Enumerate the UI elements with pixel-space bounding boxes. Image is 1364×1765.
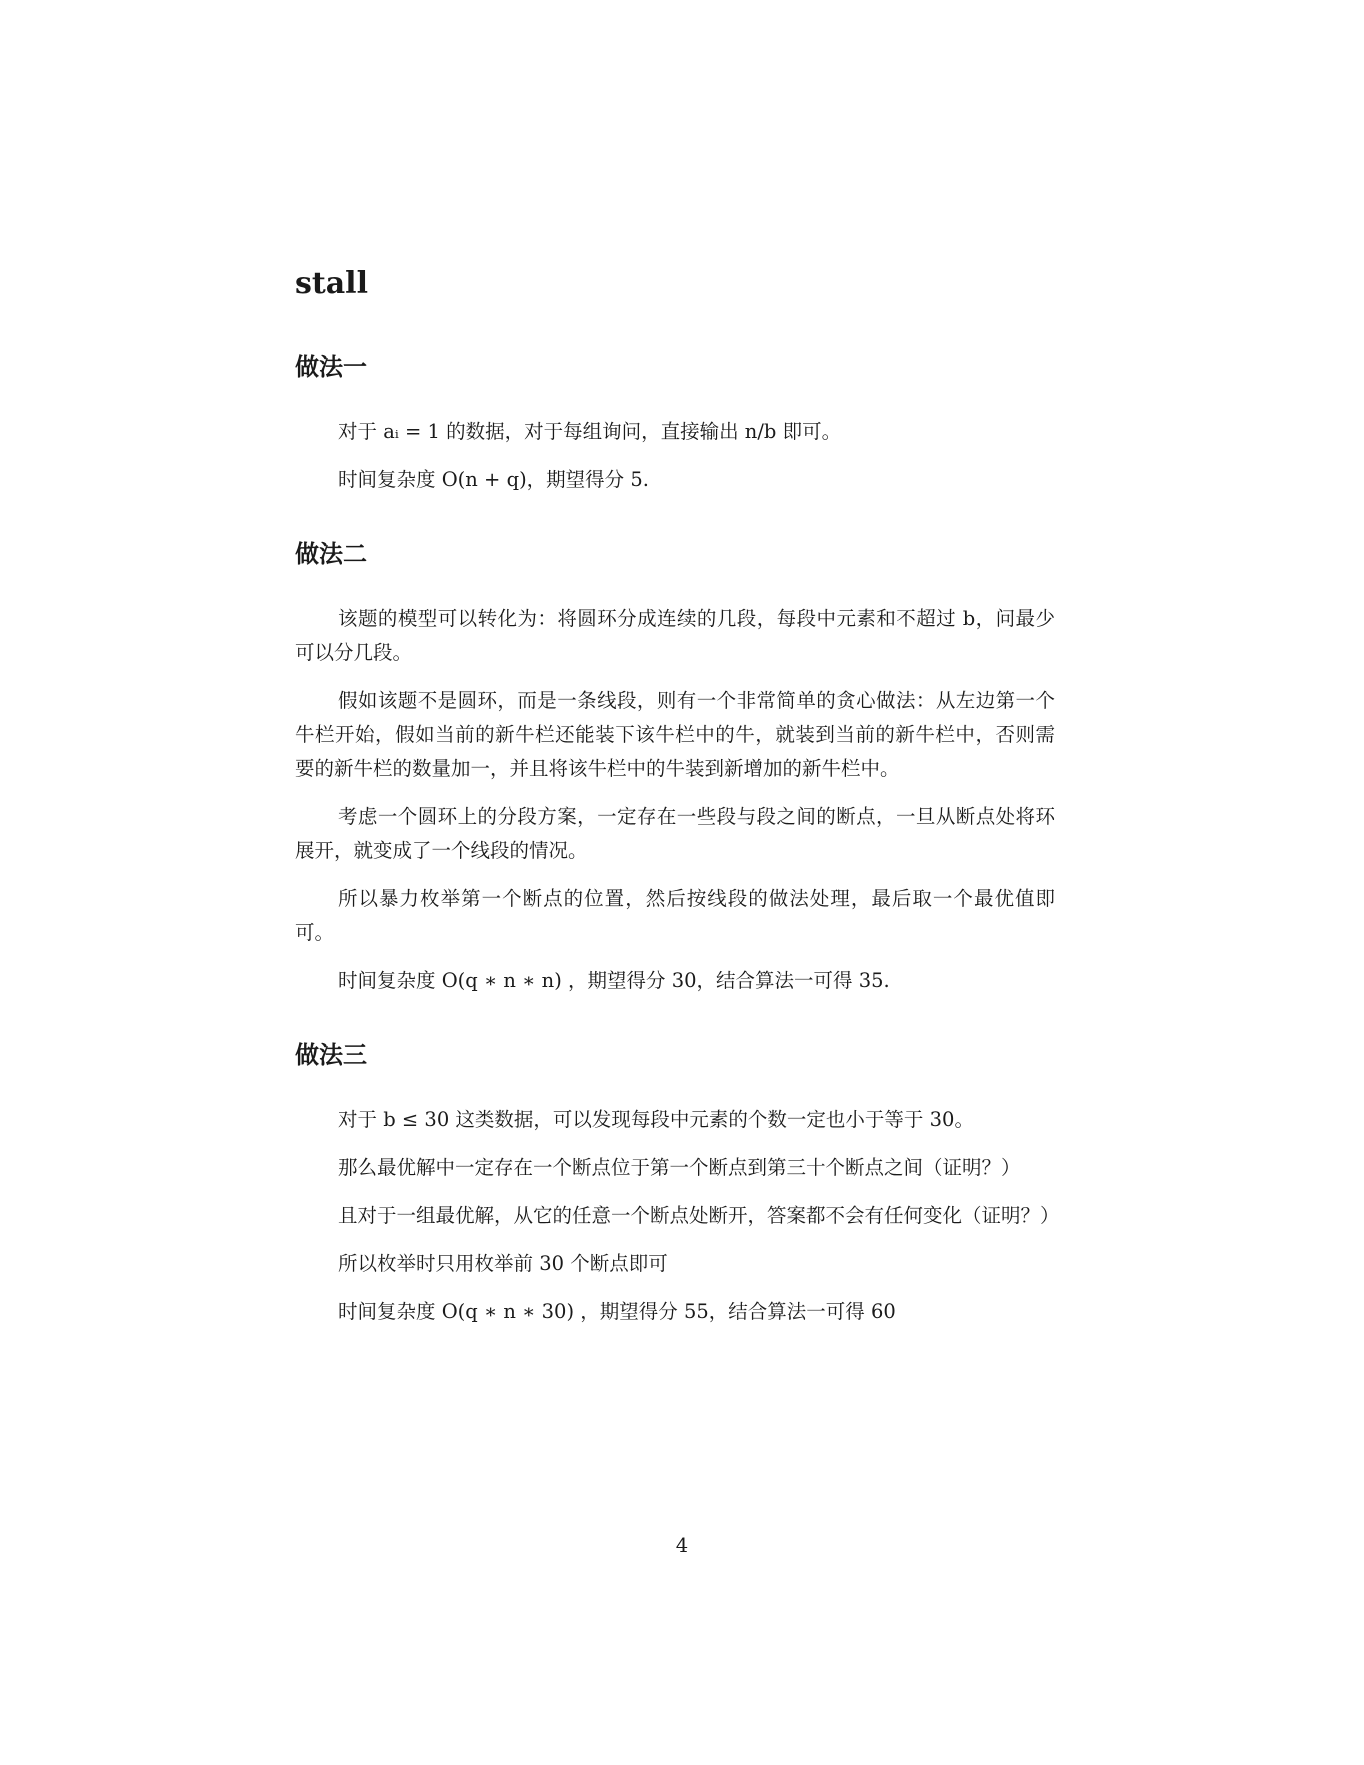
section-method-3 [295, 1038, 1060, 1329]
paragraph: 所以暴力枚举第一个断点的位置，然后按线段的做法处理，最后取一个最优值即可。 [295, 887, 1055, 944]
paragraph: 时间复杂度 O(n + q)，期望得分 5. [338, 468, 649, 491]
section-heading: 做法一 [295, 353, 367, 381]
page-content [295, 262, 1060, 1343]
page-number: 4 [675, 1534, 689, 1557]
paragraph: 所以枚举时只用枚举前 30 个断点即可 [338, 1252, 668, 1275]
paragraph: 假如该题不是圆环，而是一条线段，则有一个非常简单的贪心做法：从左边第一个牛栏开始，假如当前的新牛栏还能装下该牛栏中的牛，就装到当前的新牛栏中，否则需要的新牛栏的数量加一，并且将该牛栏中的牛装到新增加的新牛栏中。 [295, 689, 1055, 780]
section-method-2 [295, 537, 1055, 998]
paragraph: 对于 b ≤ 30 这类数据，可以发现每段中元素的个数一定也小于等于 30。 [338, 1108, 974, 1131]
paragraph: 时间复杂度 O(q ∗ n ∗ n) ，期望得分 30，结合算法一可得 35. [338, 969, 890, 992]
paragraph: 考虑一个圆环上的分段方案，一定存在一些段与段之间的断点，一旦从断点处将环展开，就变成了一个线段的情况。 [295, 805, 1055, 862]
document-title: stall [295, 266, 368, 301]
paragraph: 那么最优解中一定存在一个断点位于第一个断点到第三十个断点之间（证明？） [338, 1156, 1021, 1179]
section-method-1 [295, 350, 1055, 497]
paragraph: 时间复杂度 O(q ∗ n ∗ 30) ，期望得分 55，结合算法一可得 60 [338, 1300, 896, 1323]
section-heading: 做法三 [295, 1041, 367, 1069]
paragraph: 该题的模型可以转化为：将圆环分成连续的几段，每段中元素和不超过 b，问最少可以分几段。 [295, 607, 1055, 664]
paragraph: 对于 aᵢ = 1 的数据，对于每组询问，直接输出 n/b 即可。 [338, 420, 842, 443]
paragraph: 且对于一组最优解，从它的任意一个断点处断开，答案都不会有任何变化（证明？） [338, 1204, 1060, 1227]
section-heading: 做法二 [295, 540, 367, 568]
